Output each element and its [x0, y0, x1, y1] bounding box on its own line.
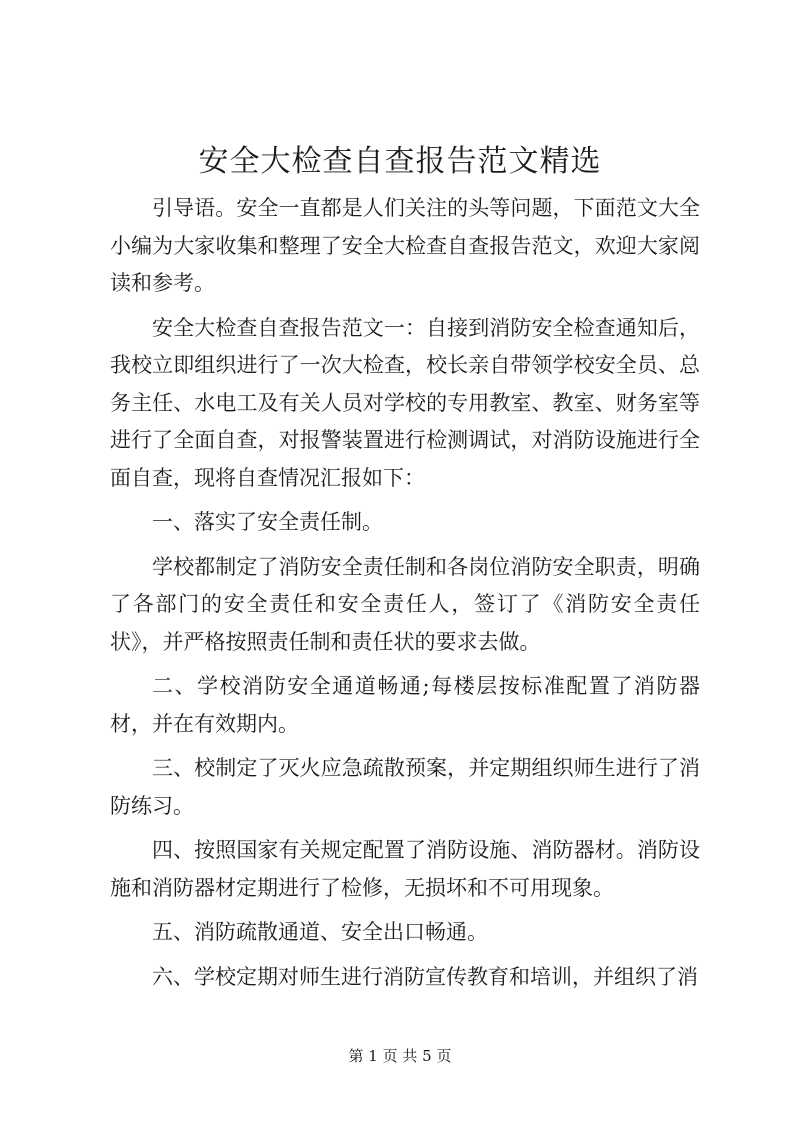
paragraph-item-4: 四、按照国家有关规定配置了消防设施、消防器材。消防设施和消防器材定期进行了检修，无损坏和不可用现象。 — [110, 838, 700, 900]
paragraph-item-1: 一、落实了安全责任制。 — [152, 510, 383, 534]
paragraph-item-6: 六、学校定期对师生进行消防宣传教育和培训，并组织了消 — [152, 964, 698, 989]
document-title: 安全大检查自查报告范文精选 — [198, 144, 602, 179]
paragraph-item-5: 五、消防疏散通道、安全出口畅通。 — [152, 920, 488, 944]
paragraph-sample-one: 安全大检查自查报告范文一：自接到消防安全检查通知后，我校立即组织进行了一次大检查，校长亲自带领学校安全员、总务主任、水电工及有关人员对学校的专用教室、教室、财务室等进行了全面自查，对报警装置进行检测调试，对消防设施进行全面自查，现将自查情况汇报如下： — [110, 315, 700, 490]
document-body — [110, 190, 700, 1003]
paragraph-item-2: 二、学校消防安全通道畅通;每楼层按标准配置了消防器材，并在有效期内。 — [110, 674, 700, 736]
paragraph-intro: 引导语。安全一直都是人们关注的头等问题，下面范文大全小编为大家收集和整理了安全大检查自查报告范文，欢迎大家阅读和参考。 — [110, 196, 700, 295]
page-footer: 第 1 页 共 5 页 — [348, 1047, 452, 1065]
paragraph-item-3: 三、校制定了灭火应急疏散预案，并定期组织师生进行了消防练习。 — [110, 756, 700, 818]
paragraph-item-1-detail: 学校都制定了消防安全责任制和各岗位消防安全职责，明确了各部门的安全责任和安全责任人，签订了《消防安全责任状》，并严格按照责任制和责任状的要求去做。 — [110, 554, 700, 654]
